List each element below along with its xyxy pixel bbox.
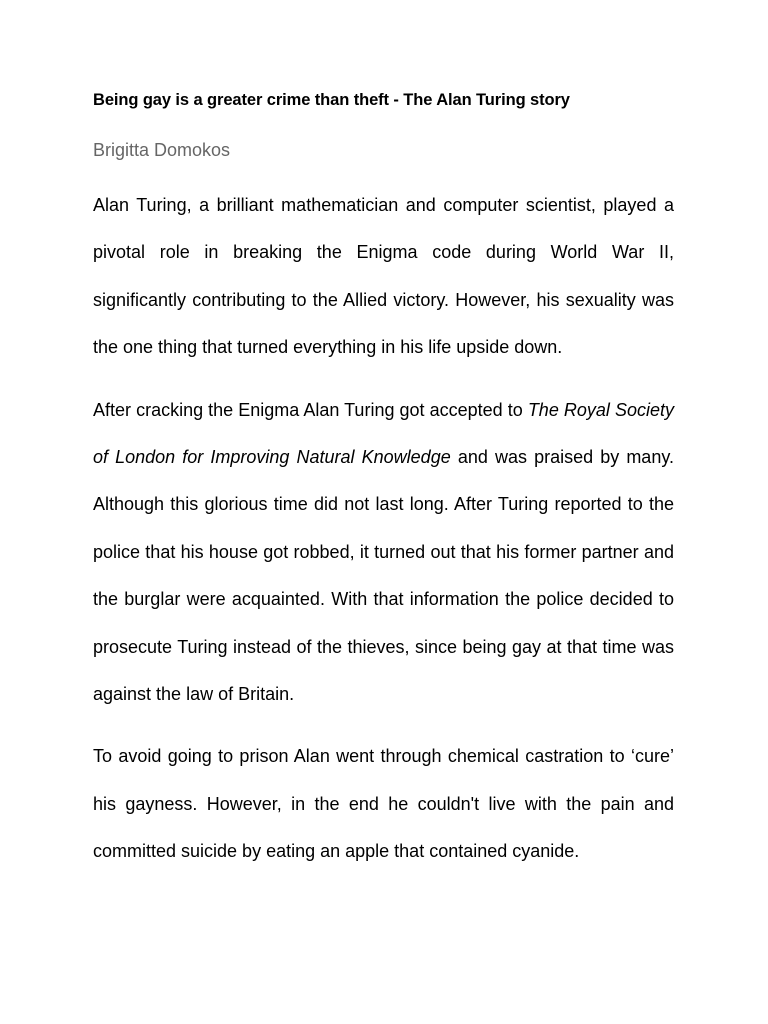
paragraph-1: Alan Turing, a brilliant mathematician and computer scientist, played a pivotal role in breaking the Enigma code during World War II, significantly contributing to the Allied victory. However, his sexuality was the one thing that turned everything in his life upside down.	[93, 195, 674, 358]
document-title: Being gay is a greater crime than theft - The Alan Turing story	[93, 91, 570, 109]
paragraph-2-text-start: After cracking the Enigma Alan Turing got accepted to	[93, 399, 528, 420]
paragraph-2	[93, 387, 674, 719]
author-name: Brigitta Domokos	[93, 140, 231, 160]
royal-society-name: The Royal Society of London for Improving Natural Knowledge	[93, 399, 675, 468]
paragraph-3: To avoid going to prison Alan went through chemical castration to ‘cure’ his gayness. However, in the end he couldn't live with the pain and committed suicide by eating an apple that contained cyanide.	[93, 746, 674, 862]
paragraph-2-text-end: and was praised by many. Although this glorious time did not last long. After Turing reported to the police that his house got robbed, it turned out that his former partner and the burglar were acquainted. With that information the police decided to prosecute Turing instead of the thieves, since being gay at that time was against the law of Britain.	[93, 447, 674, 705]
document-body	[93, 86, 674, 876]
